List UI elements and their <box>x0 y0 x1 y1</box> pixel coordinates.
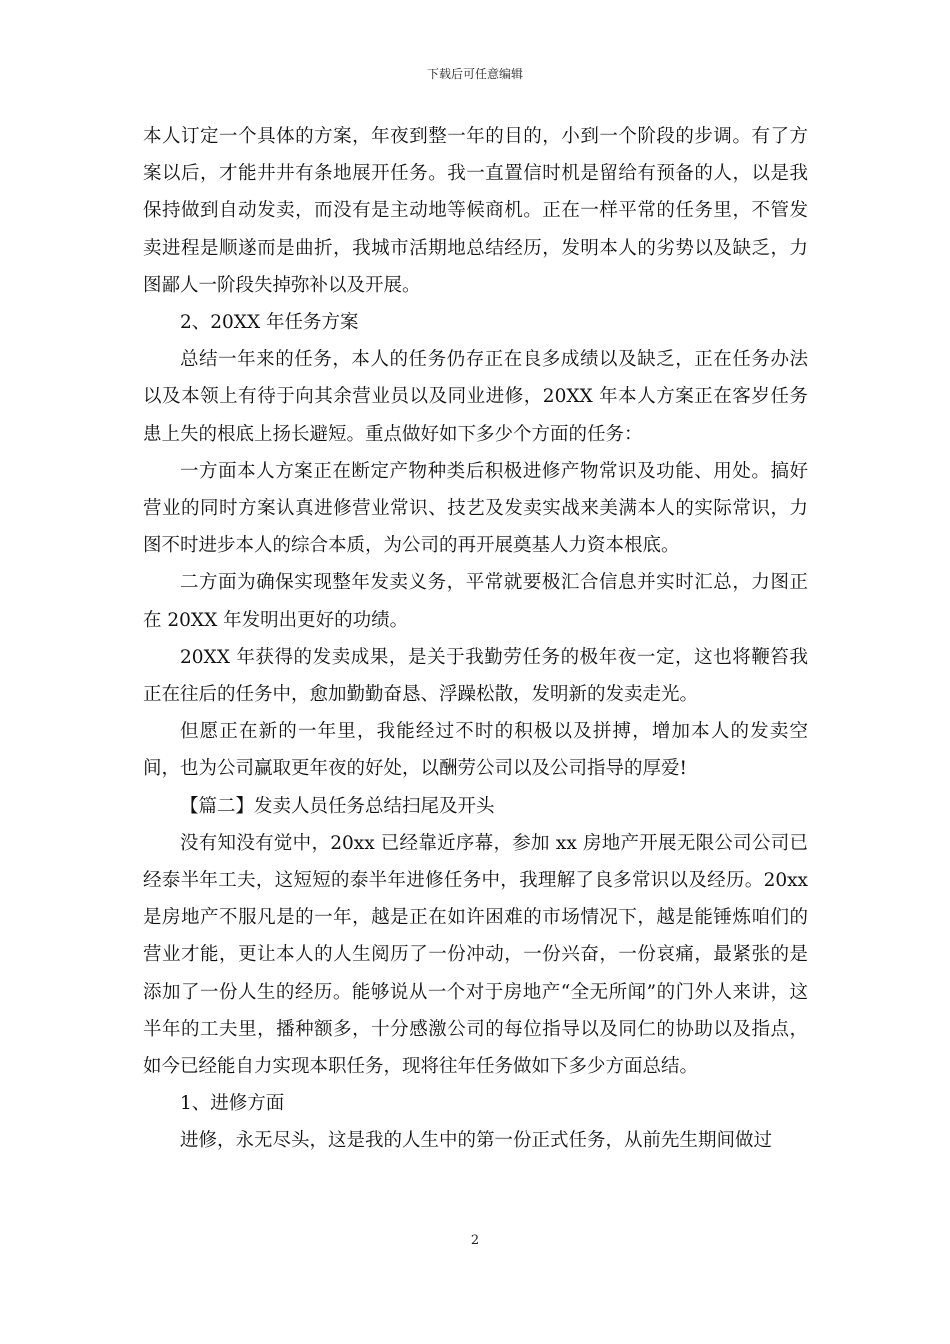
paragraph: 一方面本人方案正在断定产物种类后积极进修产物常识及功能、用处。搞好营业的同时方案认真进修营业常识、技艺及发卖实战来美满本人的实际常识，力图不时进步本人的综合本质，为公司的再开展奠基人力资本根底。 <box>143 460 808 557</box>
section-heading: 2、20XX 年任务方案 <box>180 312 359 334</box>
paragraph: 20XX 年获得的发卖成果，是关于我勤劳任务的极年夜一定，这也将鞭笞我正在往后的任务中，愈加勤勤奋恳、浮躁松散，发明新的发卖走光。 <box>143 646 808 706</box>
paragraph: 没有知没有觉中，20xx 已经靠近序幕，参加 xx 房地产开展无限公司公司已经泰半年工夫，这短短的泰半年进修任务中，我理解了良多常识以及经历。20xx 是房地产不服凡是的一年，越是正在如许困难的市场情况下，越是能锤炼咱们的营业才能，更让本人的人生阅历了一份冲动，一份兴奋，一份哀痛，最紧张的是添加了一份人生的经历。能够说从一个对于房地产“全无所闻”的门外人来讲，这半年的工夫里，播种额多，十分感激公司的每位指导以及同仁的协助以及指点，如今已经能自力实现本职任务，现将往年任务做如下多少方面总结。 <box>143 832 808 1078</box>
page-header: 下载后可任意编辑 <box>426 67 523 81</box>
paragraph: 本人订定一个具体的方案，年夜到整一年的目的，小到一个阶段的步调。有了方案以后，才能井井有条地展开任务。我一直置信时机是留给有预备的人，以是我保持做到自动发卖，而没有是主动地等候商机。正在一样平常的任务里，不管发卖进程是顺遂而是曲折，我城市活期地总结经历，发明本人的劣势以及缺乏，力图鄙人一阶段失掉弥补以及开展。 <box>143 126 808 296</box>
section-heading: 【篇二】发卖人员任务总结扫尾及开头 <box>180 795 495 817</box>
paragraph: 进修，永无尽头，这是我的人生中的第一份正式任务，从前先生期间做过 <box>180 1130 773 1152</box>
page-number: 2 <box>470 1233 480 1248</box>
section-heading: 1、进修方面 <box>180 1093 285 1115</box>
paragraph: 二方面为确保实现整年发卖义务，平常就要极汇合信息并实时汇总，力图正在 20XX 年发明出更好的功绩。 <box>143 572 808 631</box>
document-body <box>143 118 808 1160</box>
paragraph: 但愿正在新的一年里，我能经过不时的积极以及拼搏，增加本人的发卖空间，也为公司赢取更年夜的好处，以酬劳公司以及公司指导的厚爱! <box>143 721 808 780</box>
paragraph: 总结一年来的任务，本人的任务仍存正在良多成绩以及缺乏，正在任务办法以及本领上有待于向其余营业员以及同业进修，20XX 年本人方案正在客岁任务患上失的根底上扬长避短。重点做好如下多少个方面的任务： <box>143 349 808 445</box>
